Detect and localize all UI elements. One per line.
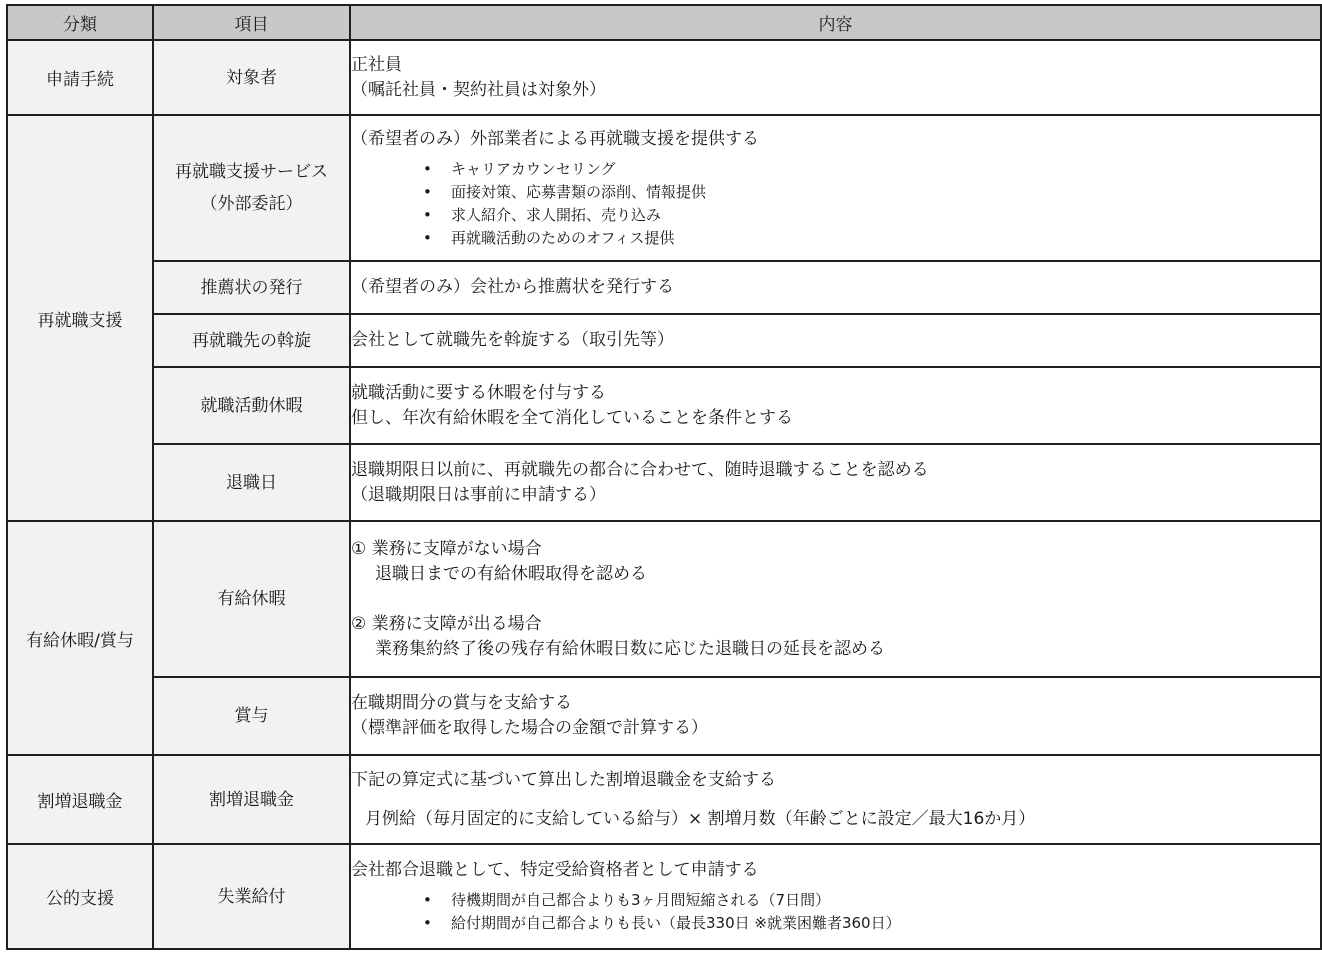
- table-row: [7, 521, 1321, 677]
- table-row: [7, 755, 1321, 844]
- item-reemployment-service: 再就職支援サービス （外部委託）: [153, 115, 350, 261]
- category-reemployment: 再就職支援: [7, 115, 153, 521]
- list-item: • キャリアカウンセリング: [423, 158, 1320, 181]
- content-reemployment-service: （希望者のみ）外部業者による再就職支援を提供する • キャリアカウンセリング • 面接対策、応募書類の添削、情報提供 • 求人紹介、求人開拓、売り込み • 再就職活動のためのオフィス提供: [350, 115, 1321, 261]
- item-paid-leave: 有給休暇: [153, 521, 350, 677]
- header-category: 分類: [7, 5, 153, 40]
- list-item: • 面接対策、応募書類の添削、情報提供: [423, 181, 1320, 204]
- list-item: • 待機期間が自己都合よりも3ヶ月間短縮される（7日間）: [423, 889, 1320, 912]
- header-row: [7, 5, 1321, 40]
- table-row: [7, 844, 1321, 949]
- list-item: • 給付期間が自己都合よりも長い（最長330日 ※就業困難者360日）: [423, 912, 1320, 935]
- item-job-leave: 就職活動休暇: [153, 367, 350, 444]
- table-row: [7, 677, 1321, 755]
- category-severance: 割増退職金: [7, 755, 153, 844]
- content-eligible: 正社員 （嘱託社員・契約社員は対象外）: [350, 40, 1321, 115]
- item-unemployment-benefit: 失業給付: [153, 844, 350, 949]
- table-row: [7, 115, 1321, 261]
- item-severance: 割増退職金: [153, 755, 350, 844]
- table-row: [7, 261, 1321, 314]
- item-bonus: 賞与: [153, 677, 350, 755]
- list-item: • 再就職活動のためのオフィス提供: [423, 227, 1320, 250]
- content-unemployment-benefit: 会社都合退職として、特定受給資格者として申請する • 待機期間が自己都合よりも3ヶ月間短縮される（7日間） • 給付期間が自己都合よりも長い（最長330日 ※就業困難者360日）: [350, 844, 1321, 949]
- category-public-support: 公的支援: [7, 844, 153, 949]
- item-retirement-date: 退職日: [153, 444, 350, 521]
- content-job-leave: 就職活動に要する休暇を付与する 但し、年次有給休暇を全て消化していることを条件とする: [350, 367, 1321, 444]
- table-row: [7, 367, 1321, 444]
- content-paid-leave: ① 業務に支障がない場合 退職日までの有給休暇取得を認める ② 業務に支障が出る場合 業務集約終了後の残存有給休暇日数に応じた退職日の延長を認める: [350, 521, 1321, 677]
- list-item: • 求人紹介、求人開拓、売り込み: [423, 204, 1320, 227]
- content-mediation: 会社として就職先を斡旋する（取引先等）: [350, 314, 1321, 367]
- item-eligible: 対象者: [153, 40, 350, 115]
- table-row: [7, 444, 1321, 521]
- item-mediation: 再就職先の斡旋: [153, 314, 350, 367]
- header-item: 項目: [153, 5, 350, 40]
- service-bullet-list: [351, 158, 1320, 250]
- table-row: [7, 314, 1321, 367]
- severance-formula: 月例給（毎月固定的に支給している給与）× 割増月数（年齢ごとに設定／最大16か月）: [365, 808, 1036, 829]
- content-recommendation: （希望者のみ）会社から推薦状を発行する: [350, 261, 1321, 314]
- category-application: 申請手続: [7, 40, 153, 115]
- content-retirement-date: 退職期限日以前に、再就職先の都合に合わせて、随時退職することを認める （退職期限日は事前に申請する）: [350, 444, 1321, 521]
- content-severance: 下記の算定式に基づいて算出した割増退職金を支給する 月例給（毎月固定的に支給している給与）× 割増月数（年齢ごとに設定／最大16か月）: [350, 755, 1321, 844]
- item-recommendation: 推薦状の発行: [153, 261, 350, 314]
- content-bonus: 在職期間分の賞与を支給する （標準評価を取得した場合の金額で計算する）: [350, 677, 1321, 755]
- benefit-bullet-list: [351, 889, 1320, 935]
- retirement-support-table: [6, 4, 1322, 950]
- table-row: [7, 40, 1321, 115]
- header-content: 内容: [350, 5, 1321, 40]
- category-paid-leave-bonus: 有給休暇/賞与: [7, 521, 153, 755]
